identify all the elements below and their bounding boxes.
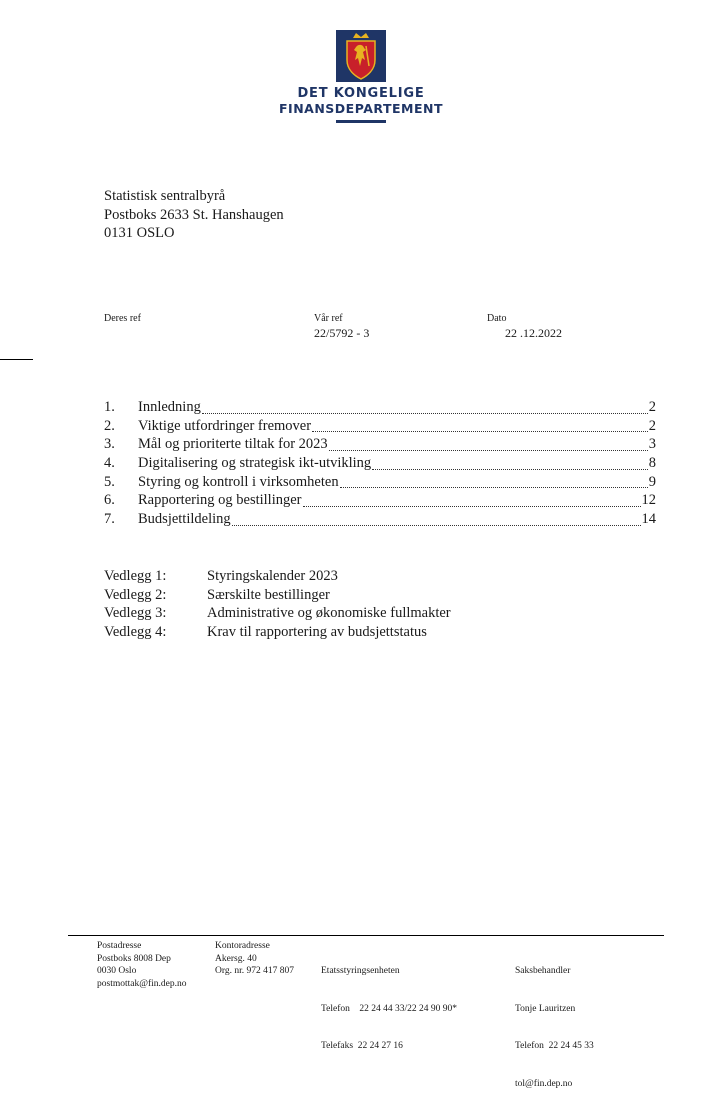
footer-divider: [68, 935, 664, 936]
toc-row: [104, 455, 656, 474]
toc-row: [104, 399, 656, 418]
toc-title: Viktige utfordringer fremover: [138, 417, 312, 434]
toc-row: [104, 492, 656, 511]
toc-title: Rapportering og bestillinger: [138, 492, 302, 509]
attachment-title: Administrative og økonomiske fullmakter: [207, 605, 451, 622]
toc-row: [104, 511, 656, 530]
var-ref-value: 22/5792 - 3: [314, 326, 370, 340]
footer-line: Akersg. 40: [215, 953, 257, 964]
coat-of-arms-icon: [336, 30, 386, 82]
footer-line: Tonje Lauritzen: [515, 1003, 576, 1014]
toc-number: 5.: [104, 473, 115, 490]
footer-kontoradresse: [215, 940, 294, 978]
attachment-label: Vedlegg 3:: [104, 605, 167, 622]
toc-title: Styring og kontroll i virksomheten: [138, 473, 339, 490]
dato-label: Dato: [487, 313, 507, 324]
toc-row: [104, 418, 656, 437]
attachment-row: [104, 605, 451, 624]
toc-leader: [303, 506, 641, 507]
toc-leader: [202, 413, 648, 414]
toc-page: 2: [648, 399, 656, 415]
footer-heading: Kontoradresse: [215, 941, 270, 951]
recipient-address: [104, 187, 284, 243]
toc-leader: [340, 487, 648, 488]
toc-leader: [232, 525, 641, 526]
toc-leader: [329, 450, 648, 451]
toc-number: 2.: [104, 417, 115, 434]
toc-page: 9: [648, 473, 656, 490]
footer-heading: Saksbehandler: [515, 966, 571, 976]
toc-number: 7.: [104, 511, 115, 528]
attachment-title: Krav til rapportering av budsjettstatus: [207, 624, 427, 641]
footer-postadresse: [97, 940, 187, 990]
footer-heading: Etatsstyringsenheten: [321, 966, 400, 976]
attachment-row: [104, 624, 451, 643]
attachment-label: Vedlegg 1:: [104, 568, 167, 584]
toc-title: Mål og prioriterte tiltak for 2023: [138, 436, 328, 453]
toc-leader: [372, 469, 648, 470]
logo-line-1: DET KONGELIGE: [297, 86, 425, 101]
toc-page: 14: [641, 511, 656, 528]
footer-line: Telefaks 22 24 27 16: [321, 1041, 403, 1051]
ministry-logo: [270, 30, 452, 126]
attachment-title: Særskilte bestillinger: [207, 586, 330, 603]
footer-line: Org. nr. 972 417 807: [215, 966, 294, 976]
footer-line: Telefon 22 24 45 33: [515, 1041, 594, 1051]
footer-enhet: [321, 940, 457, 1065]
toc-number: 3.: [104, 436, 115, 453]
recipient-street: Postboks 2633 St. Hanshaugen: [104, 206, 284, 223]
toc-number: 6.: [104, 492, 115, 509]
footer-line: 0030 Oslo: [97, 966, 137, 976]
attachment-list: [104, 568, 451, 643]
toc-page: 3: [648, 436, 656, 453]
footer-email: postmottak@fin.dep.no: [97, 978, 187, 989]
attachment-row: [104, 568, 451, 587]
logo-divider: [336, 120, 386, 123]
footer-line: Telefon 22 24 44 33/22 24 90 90*: [321, 1003, 458, 1014]
toc-title: Innledning: [138, 399, 201, 415]
attachment-label: Vedlegg 4:: [104, 624, 167, 641]
deres-ref-label: Deres ref: [104, 313, 141, 324]
recipient-city: 0131 OSLO: [104, 225, 175, 241]
toc-leader: [312, 431, 648, 432]
attachment-row: [104, 587, 451, 606]
attachment-label: Vedlegg 2:: [104, 586, 167, 603]
toc-page: 2: [648, 417, 656, 434]
toc-page: 8: [648, 455, 656, 472]
var-ref-label: Vår ref: [314, 313, 343, 324]
footer-saksbehandler: [515, 940, 594, 1103]
toc-page: 12: [641, 492, 656, 509]
footer-email: tol@fin.dep.no: [515, 1078, 573, 1089]
table-of-contents: [104, 399, 656, 530]
toc-row: [104, 474, 656, 493]
toc-number: 4.: [104, 455, 115, 472]
toc-number: 1.: [104, 399, 115, 415]
toc-row: [104, 436, 656, 455]
toc-title: Budsjettildeling: [138, 511, 231, 528]
logo-line-2: FINANSDEPARTEMENT: [279, 101, 443, 116]
fold-mark: [0, 359, 33, 360]
attachment-title: Styringskalender 2023: [207, 568, 338, 584]
footer-heading: Postadresse: [97, 941, 142, 951]
footer-line: Postboks 8008 Dep: [97, 953, 171, 964]
dato-value: 22 .12.2022: [505, 326, 562, 340]
toc-title: Digitalisering og strategisk ikt-utvikling: [138, 455, 372, 472]
recipient-name: Statistisk sentralbyrå: [104, 188, 226, 204]
